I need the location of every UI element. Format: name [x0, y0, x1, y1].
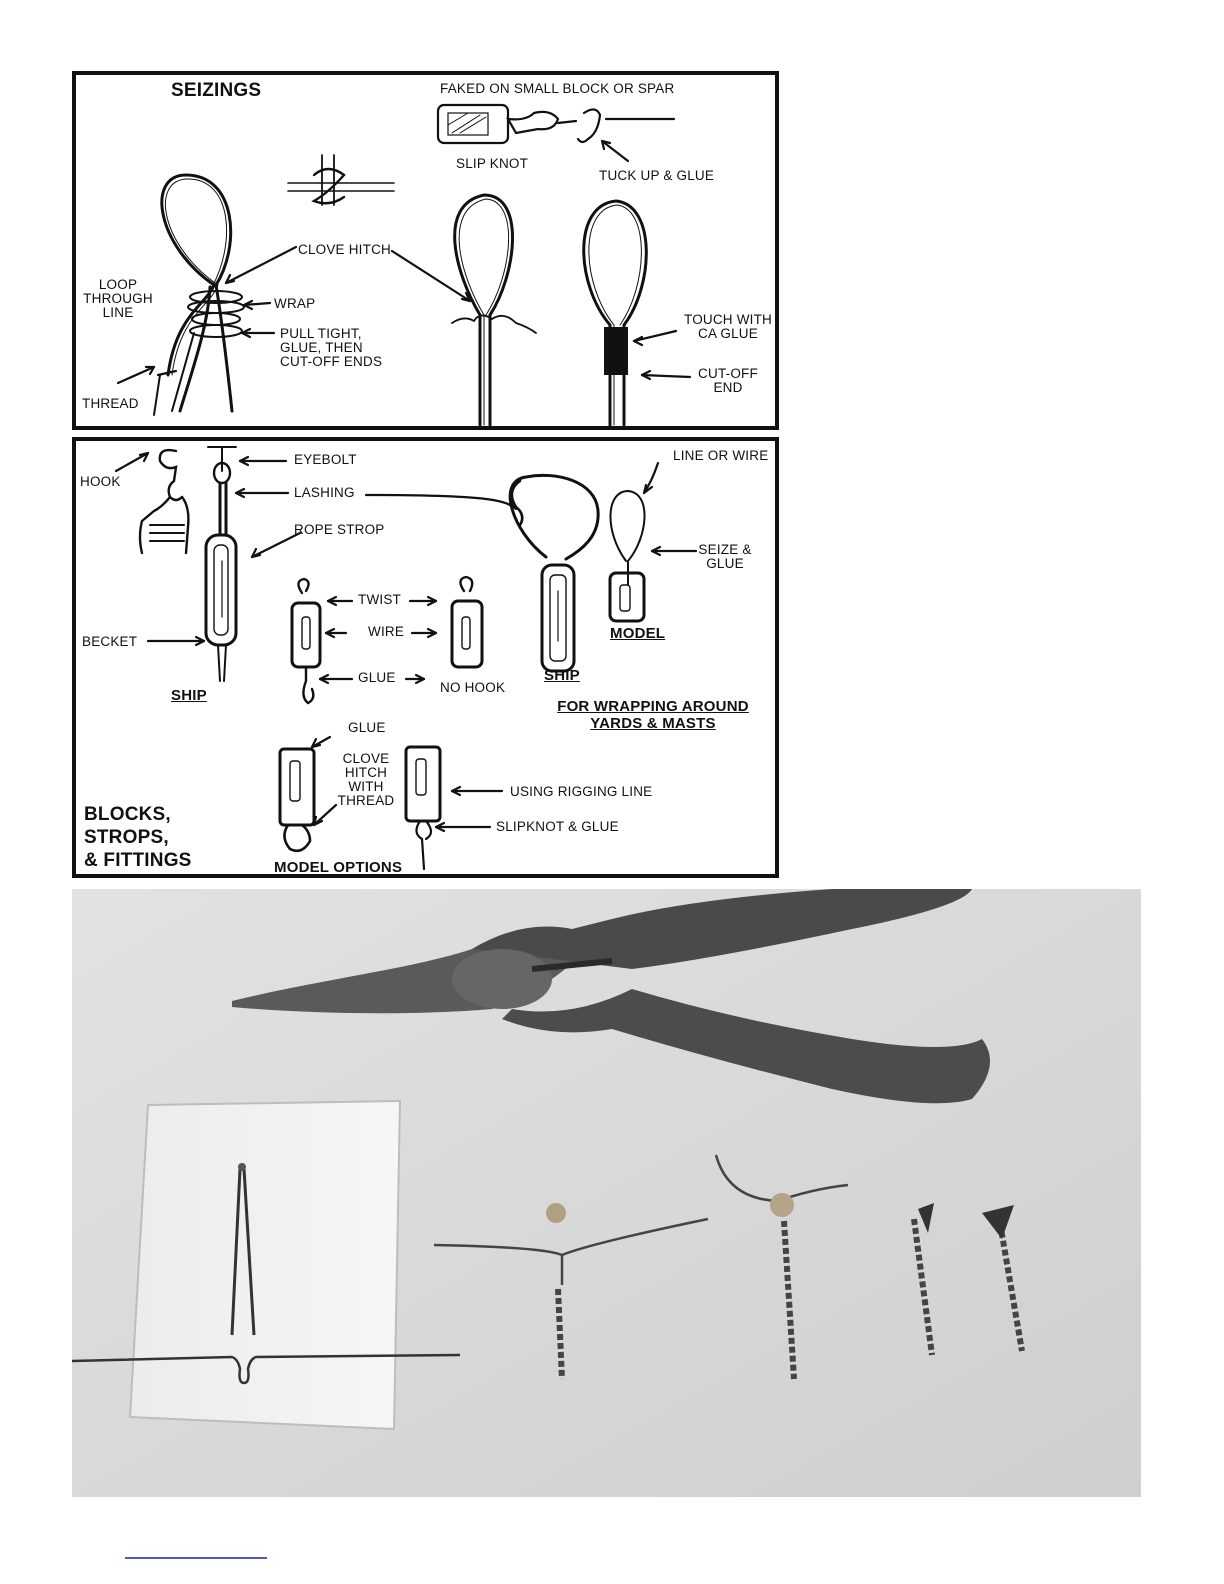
deadeye-1 [546, 1203, 566, 1223]
seizings-title: SEIZINGS [171, 80, 262, 101]
touch-with-ca-glue-label: TOUCH WITH CA GLUE [684, 312, 772, 341]
faked-on-label: FAKED ON SMALL BLOCK OR SPAR [440, 81, 675, 96]
pull-tight-label: PULL TIGHT, GLUE, THEN CUT-OFF ENDS [280, 326, 383, 369]
lashing-label: LASHING [294, 485, 355, 500]
seize-glue-label: SEIZE & GLUE [698, 542, 752, 571]
model-options-label: MODEL OPTIONS [274, 859, 403, 876]
photo-pliers-and-fittings [72, 889, 1141, 1497]
ship-left-label: SHIP [171, 687, 207, 704]
photo-drawing [72, 889, 1141, 1497]
glued-seizing-shape [604, 327, 628, 375]
slipknot-glue-label: SLIPKNOT & GLUE [496, 819, 619, 834]
ship-right-label: SHIP [544, 667, 580, 684]
clove-hitch-label: CLOVE HITCH [298, 242, 391, 257]
twist-label: TWIST [358, 592, 401, 607]
seizings-diagram [72, 71, 779, 430]
thread-label: THREAD [82, 396, 139, 411]
using-rigging-line-label: USING RIGGING LINE [510, 784, 653, 799]
wire-label: WIRE [368, 624, 405, 639]
footer-link-underline[interactable] [125, 1557, 267, 1559]
seizings-drawing [76, 75, 775, 426]
no-hook-label: NO HOOK [440, 680, 506, 695]
glue-mid-label: GLUE [358, 670, 396, 685]
becket-label: BECKET [82, 634, 138, 649]
wrap-label: WRAP [274, 296, 316, 311]
rope-strop-label: ROPE STROP [294, 522, 385, 537]
glue-low-label: GLUE [348, 720, 386, 735]
clove-hitch-thread-label: CLOVE HITCH WITH THREAD [337, 751, 395, 808]
loop-through-line-label: LOOP THROUGH LINE [83, 277, 153, 320]
model-label: MODEL [610, 625, 666, 642]
slip-knot-label: SLIP KNOT [456, 156, 529, 171]
tuck-up-label: TUCK UP & GLUE [599, 168, 715, 183]
cut-off-end-label: CUT-OFF END [698, 366, 758, 395]
deadeye-2 [770, 1193, 794, 1217]
blocks-strops-fittings-diagram [72, 437, 779, 878]
eyebolt-label: EYEBOLT [294, 452, 357, 467]
line-or-wire-label: LINE OR WIRE [673, 448, 769, 463]
for-wrapping-label: FOR WRAPPING AROUND YARDS & MASTS [557, 698, 749, 732]
hook-label: HOOK [80, 474, 121, 489]
blocks-title: BLOCKS, STROPS, & FITTINGS [84, 804, 192, 871]
